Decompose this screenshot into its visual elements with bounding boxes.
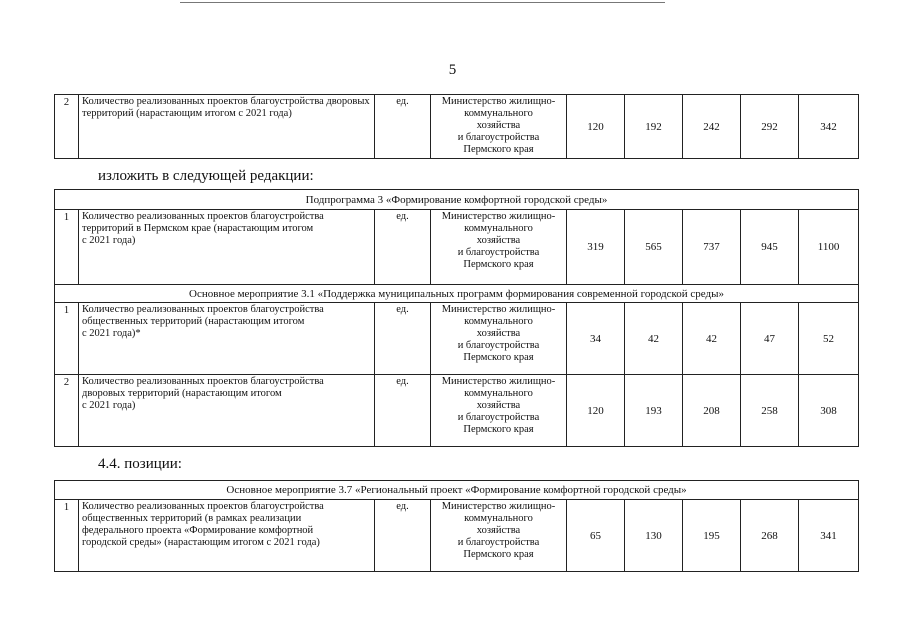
responsible-line: Пермского края <box>463 259 534 270</box>
value-cell: 342 <box>799 95 859 159</box>
responsible-cell <box>431 375 567 447</box>
responsible-line: хозяйства <box>476 235 521 246</box>
section-row <box>55 481 859 500</box>
indicator-name <box>79 375 375 447</box>
value-cell: 945 <box>741 210 799 285</box>
subprogram-title: Подпрограмма 3 «Формирование комфортной городской среды» <box>55 190 859 210</box>
name-line: городской среды» (нарастающим итогом с 2021 года) <box>82 537 320 548</box>
name-line: Количество реализованных проектов благоустройства <box>82 376 324 387</box>
table-row <box>55 375 859 447</box>
table-row <box>55 303 859 375</box>
responsible-line: Министерство жилищно- <box>441 501 556 512</box>
responsible-line: Министерство жилищно- <box>441 304 556 315</box>
name-line: с 2021 года)* <box>82 328 141 339</box>
responsible-line: Пермского края <box>463 424 534 435</box>
name-line: федерального проекта «Формирование комфортной <box>82 525 314 536</box>
section-row <box>55 190 859 210</box>
value-cell: 42 <box>625 303 683 375</box>
value-cell: 47 <box>741 303 799 375</box>
value-cell: 65 <box>567 500 625 572</box>
responsible-line: и благоустройства <box>457 132 540 143</box>
indicator-name: Количество реализованных проектов благоустройства дворовых территорий (нарастающим итогом с 2021 года) <box>79 95 375 159</box>
responsible-cell <box>431 95 567 159</box>
paragraph-text: 4.4. позиции: <box>98 456 182 472</box>
bottom-indicator-table <box>54 480 859 572</box>
value-cell: 242 <box>683 95 741 159</box>
value-cell: 193 <box>625 375 683 447</box>
value-cell: 308 <box>799 375 859 447</box>
row-number: 2 <box>55 375 79 447</box>
table-row <box>55 500 859 572</box>
name-line: с 2021 года) <box>82 235 136 246</box>
value-cell: 268 <box>741 500 799 572</box>
value-cell: 319 <box>567 210 625 285</box>
scan-edge-line <box>180 2 665 3</box>
page-number: 5 <box>448 62 457 78</box>
responsible-line: и благоустройства <box>457 340 540 351</box>
responsible-line: хозяйства <box>476 400 521 411</box>
responsible-line: Пермского края <box>463 549 534 560</box>
activity-title: Основное мероприятие 3.1 «Поддержка муниципальных программ формирования современной городской среды» <box>55 285 859 303</box>
value-cell: 195 <box>683 500 741 572</box>
responsible-line: хозяйства <box>476 120 521 131</box>
table-row <box>55 210 859 285</box>
value-cell: 737 <box>683 210 741 285</box>
responsible-line: хозяйства <box>476 525 521 536</box>
value-cell: 208 <box>683 375 741 447</box>
responsible-line: коммунального <box>464 316 533 327</box>
top-indicator-table <box>54 94 859 159</box>
value-cell: 120 <box>567 95 625 159</box>
responsible-cell <box>431 210 567 285</box>
indicator-name <box>79 303 375 375</box>
value-cell: 130 <box>625 500 683 572</box>
paragraph-text: изложить в следующей редакции: <box>98 168 314 184</box>
section-row <box>55 285 859 303</box>
name-line: Количество реализованных проектов благоустройства <box>82 211 324 222</box>
name-line: Количество реализованных проектов благоустройства <box>82 304 324 315</box>
responsible-line: Министерство жилищно- <box>441 376 556 387</box>
responsible-line: хозяйства <box>476 328 521 339</box>
table-row <box>55 95 859 159</box>
unit-cell: ед. <box>375 500 431 572</box>
indicator-name <box>79 210 375 285</box>
value-cell: 52 <box>799 303 859 375</box>
value-cell: 192 <box>625 95 683 159</box>
value-cell: 1100 <box>799 210 859 285</box>
value-cell: 341 <box>799 500 859 572</box>
value-cell: 258 <box>741 375 799 447</box>
row-number: 2 <box>55 95 79 159</box>
row-number: 1 <box>55 303 79 375</box>
unit-cell: ед. <box>375 375 431 447</box>
responsible-line: и благоустройства <box>457 247 540 258</box>
middle-indicator-table <box>54 189 859 447</box>
responsible-line: Министерство жилищно- <box>441 211 556 222</box>
name-line: Количество реализованных проектов благоустройства <box>82 501 324 512</box>
responsible-line: Министерство жилищно- <box>441 96 556 107</box>
value-cell: 120 <box>567 375 625 447</box>
responsible-cell <box>431 500 567 572</box>
name-line: дворовых территорий (нарастающим итогом <box>82 388 282 399</box>
name-line: территорий в Пермском крае (нарастающим итогом <box>82 223 314 234</box>
name-line: с 2021 года) <box>82 400 136 411</box>
responsible-line: Пермского края <box>463 352 534 363</box>
row-number: 1 <box>55 210 79 285</box>
activity-title: Основное мероприятие 3.7 «Региональный проект «Формирование комфортной городской среды» <box>55 481 859 500</box>
responsible-line: коммунального <box>464 513 533 524</box>
unit-cell: ед. <box>375 303 431 375</box>
value-cell: 565 <box>625 210 683 285</box>
responsible-cell <box>431 303 567 375</box>
responsible-line: и благоустройства <box>457 412 540 423</box>
responsible-line: коммунального <box>464 108 533 119</box>
indicator-name <box>79 500 375 572</box>
row-number: 1 <box>55 500 79 572</box>
responsible-line: и благоустройства <box>457 537 540 548</box>
value-cell: 42 <box>683 303 741 375</box>
value-cell: 34 <box>567 303 625 375</box>
responsible-line: Пермского края <box>463 144 534 155</box>
responsible-line: коммунального <box>464 388 533 399</box>
name-line: общественных территорий (нарастающим итогом <box>82 316 305 327</box>
unit-cell: ед. <box>375 95 431 159</box>
responsible-line: коммунального <box>464 223 533 234</box>
value-cell: 292 <box>741 95 799 159</box>
name-line: общественных территорий (в рамках реализации <box>82 513 302 524</box>
unit-cell: ед. <box>375 210 431 285</box>
